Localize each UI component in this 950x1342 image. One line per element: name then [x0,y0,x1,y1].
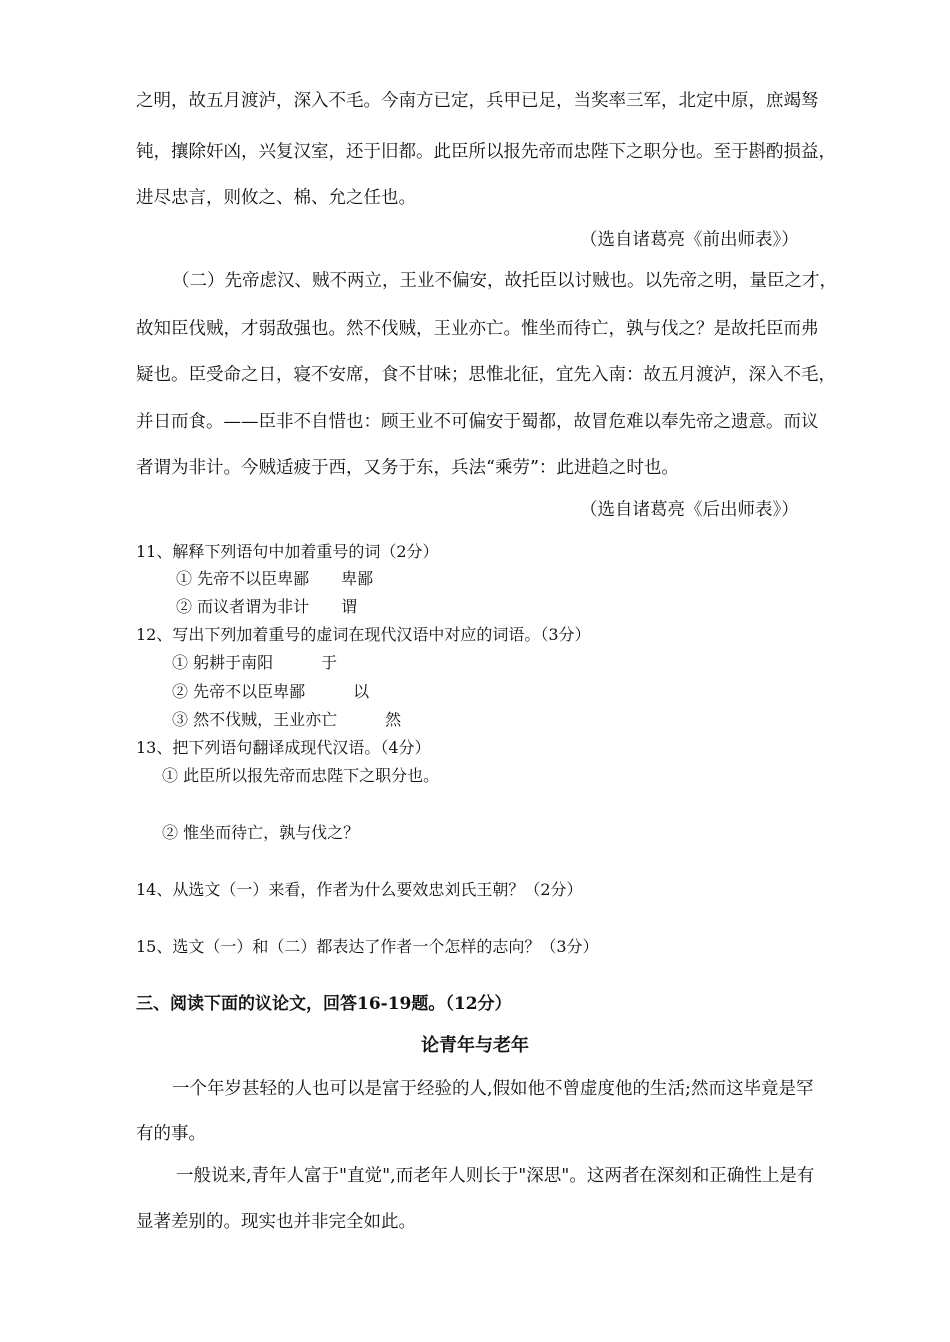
passage1-line-2: 钝，攘除奸凶，兴复汉室，还于旧都。此臣所以报先帝而忠陛下之职分也。至于斟酌损益， [136,142,836,162]
passage1-line-3: 进尽忠言，则攸之、棉、允之任也。 [136,188,416,208]
passage1-line-1: 之明，故五月渡泸，深入不毛。今南方已定，兵甲已足，当奖率三军，北定中原，庶竭驽 [136,91,819,111]
question-11-item-1: ① 先帝不以臣卑鄙 卑鄙 [176,569,374,588]
essay-para1-line-2: 有的事。 [136,1124,206,1144]
question-15: 15、选文（一）和（二）都表达了作者一个怎样的志向？（3分） [136,937,599,956]
question-13: 13、把下列语句翻译成现代汉语。（4分） [136,738,431,757]
essay-para2-line-2: 显著差别的。现实也并非完全如此。 [136,1212,416,1232]
essay-para1-line-1: 一个年岁甚轻的人也可以是富于经验的人,假如他不曾虚度他的生活;然而这毕竟是罕 [172,1079,814,1099]
question-12: 12、写出下列加着重号的虚词在现代汉语中对应的词语。（3分） [136,625,591,644]
passage1-source: （选自诸葛亮《前出师表》） [580,230,799,250]
question-14: 14、从选文（一）来看，作者为什么要效忠刘氏王朝？（2分） [136,880,583,899]
passage2-line-5: 者谓为非计。今贼适疲于西，又务于东，兵法“乘劳”：此进趋之时也。 [136,458,679,478]
passage2-line-4: 并日而食。——臣非不自惜也：顾王业不可偏安于蜀都，故冒危难以奉先帝之遗意。而议 [136,412,819,432]
question-12-item-3: ③ 然不伐贼，王业亦亡 然 [172,710,402,729]
question-11-item-2: ② 而议者谓为非计 谓 [176,597,358,616]
question-13-item-2: ② 惟坐而待亡，孰与伐之？ [162,823,360,842]
question-12-item-1: ① 躬耕于南阳 于 [172,653,338,672]
essay-para2-line-1: 一般说来,青年人富于"直觉",而老年人则长于"深思"。这两者在深刻和正确性上是有 [176,1166,815,1186]
passage2-source: （选自诸葛亮《后出师表》） [580,500,799,520]
question-13-item-1: ① 此臣所以报先帝而忠陛下之职分也。 [162,766,440,785]
passage2-line-2: 故知臣伐贼，才弱敌强也。然不伐贼，王业亦亡。惟坐而待亡，孰与伐之？是故托臣而弗 [136,319,819,339]
question-11: 11、解释下列语句中加着重号的词（2分） [136,542,439,561]
passage2-line-1: （二）先帝虑汉、贼不两立，王业不偏安，故托臣以讨贼也。以先帝之明，量臣之才， [172,271,837,291]
essay-title: 论青年与老年 [421,1035,529,1056]
question-12-item-2: ② 先帝不以臣卑鄙 以 [172,682,370,701]
passage2-line-3: 疑也。臣受命之日，寝不安席，食不甘味；思惟北征，宜先入南：故五月渡泸，深入不毛， [136,365,836,385]
section3-heading: 三、阅读下面的议论文，回答16-19题。（12分） [136,994,512,1014]
